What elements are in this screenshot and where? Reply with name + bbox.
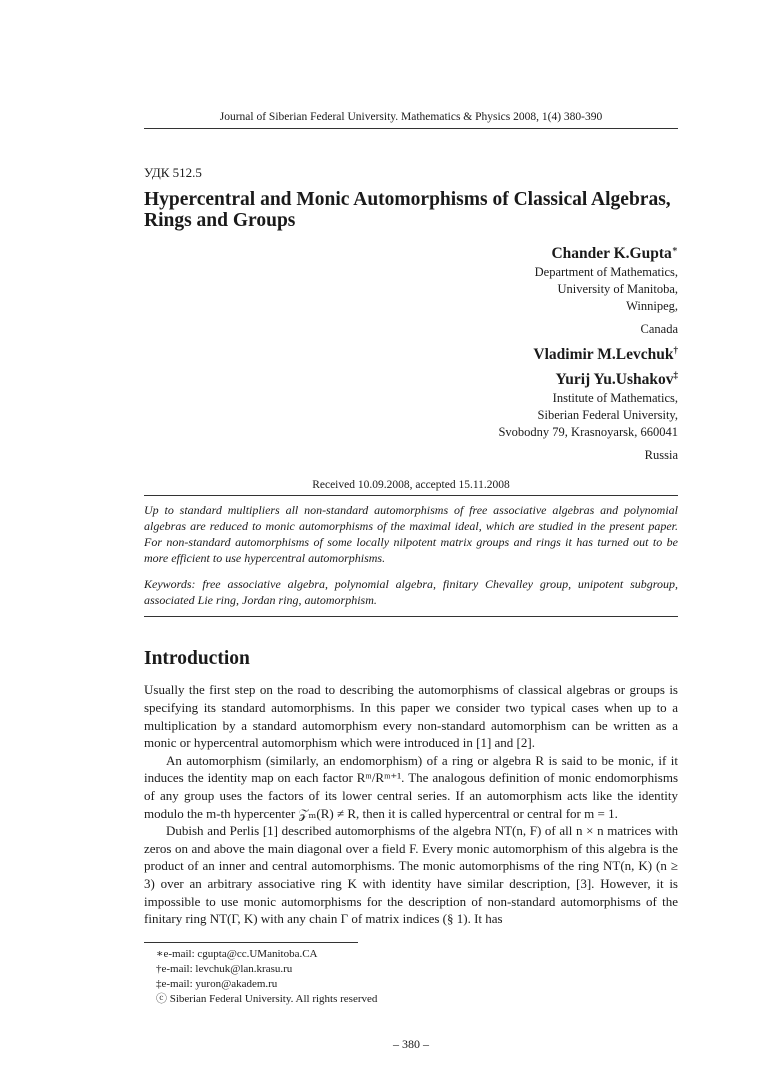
footnote: †e-mail: levchuk@lan.krasu.ru xyxy=(156,962,293,975)
author-name: Chander K.Gupta∗ xyxy=(551,244,678,263)
section-heading: Introduction xyxy=(144,648,250,670)
footnote: ‡e-mail: yuron@akadem.ru xyxy=(156,977,278,990)
author-name: Yurij Yu.Ushakov‡ xyxy=(555,370,678,389)
header-rule xyxy=(144,128,678,129)
page-number: – 380 – xyxy=(393,1036,429,1051)
copyright: ⓒ Siberian Federal University. All rights reserved xyxy=(156,992,378,1005)
affiliation-line: Siberian Federal University, xyxy=(537,408,678,423)
affiliation-line: Russia xyxy=(644,448,678,463)
paragraph: Usually the first step on the road to describing the automorphisms of classical algebras or groups is specifying its standard automorphisms. In this paper we consider two typical cases when up to a multiplication by a standard automorphism every non-standard automorphism can be written as a monic or hypercentral automorphism which were introduced in [1] and [2]. xyxy=(144,682,678,751)
keywords: Keywords: free associative algebra, polynomial algebra, finitary Chevalley group, unipotent subgroup, associated Lie ring, Jordan ring, automorphism. xyxy=(144,577,678,608)
affiliation-line: Department of Mathematics, xyxy=(534,265,678,280)
author-block-2 xyxy=(144,340,678,464)
paragraph: Dubish and Perlis [1] described automorphisms of the algebra NT(n, F) of all n × n matrices with zeros on and above the main diagonal over a field F. Every monic automorphism of this algebra is the product of an inner and central automorphisms. The monic automorphisms of the ring NT(n, K) (n ≥ 3) over an arbitrary associative ring K with identity have similar description, [3]. However, it is impossible to use monic automorphisms for the description of non-standard automorphisms of the finitary ring NT(Γ, K) with any chain Γ of matrix indices (§ 1). It has xyxy=(144,823,678,927)
abstract: Up to standard multipliers all non-standard automorphisms of free associative algebras and polynomial algebras are reduced to monic automorphisms of the maximal ideal, which are studied in the present paper. For non-standard automorphisms of some locally nilpotent matrix groups and rings it has turned out to be more efficient to use hypercentral automorphisms. xyxy=(144,503,678,566)
paper-title: Hypercentral and Monic Automorphisms of Classical Algebras, Rings and Groups xyxy=(144,189,671,231)
affiliation-line: Institute of Mathematics, xyxy=(552,391,678,406)
footnote-rule xyxy=(144,942,358,943)
abstract-rule-top xyxy=(144,495,678,496)
author-name: Vladimir M.Levchuk† xyxy=(533,345,678,364)
author-block-1 xyxy=(144,239,678,338)
received-date: Received 10.09.2008, accepted 15.11.2008 xyxy=(312,479,510,492)
page xyxy=(144,0,678,1091)
affiliation-line: Svobodny 79, Krasnoyarsk, 660041 xyxy=(498,425,678,440)
body-text xyxy=(144,681,678,927)
udk-code: УДК 512.5 xyxy=(144,165,202,180)
affiliation-line: University of Manitoba, xyxy=(557,282,678,297)
footnotes xyxy=(144,947,678,1007)
journal-header: Journal of Siberian Federal University. Mathematics & Physics 2008, 1(4) 380-390 xyxy=(219,111,603,123)
affiliation-line: Winnipeg, xyxy=(626,299,678,314)
footnote: ∗e-mail: cgupta@cc.UManitoba.CA xyxy=(156,947,318,960)
affiliation-line: Canada xyxy=(640,322,678,337)
abstract-rule-bottom xyxy=(144,616,678,617)
paragraph: An automorphism (similarly, an endomorphism) of a ring or algebra R is said to be monic, if it induces the identity map on each factor Rᵐ/Rᵐ⁺¹. The analogous definition of monic endomorphisms of any group uses the factors of its lower central series. If an automorphism acts like the identity modulo the m-th hypercenter 𝒵ₘ(R) ≠ R, then it is called hypercentral or central for m = 1. xyxy=(144,752,678,821)
